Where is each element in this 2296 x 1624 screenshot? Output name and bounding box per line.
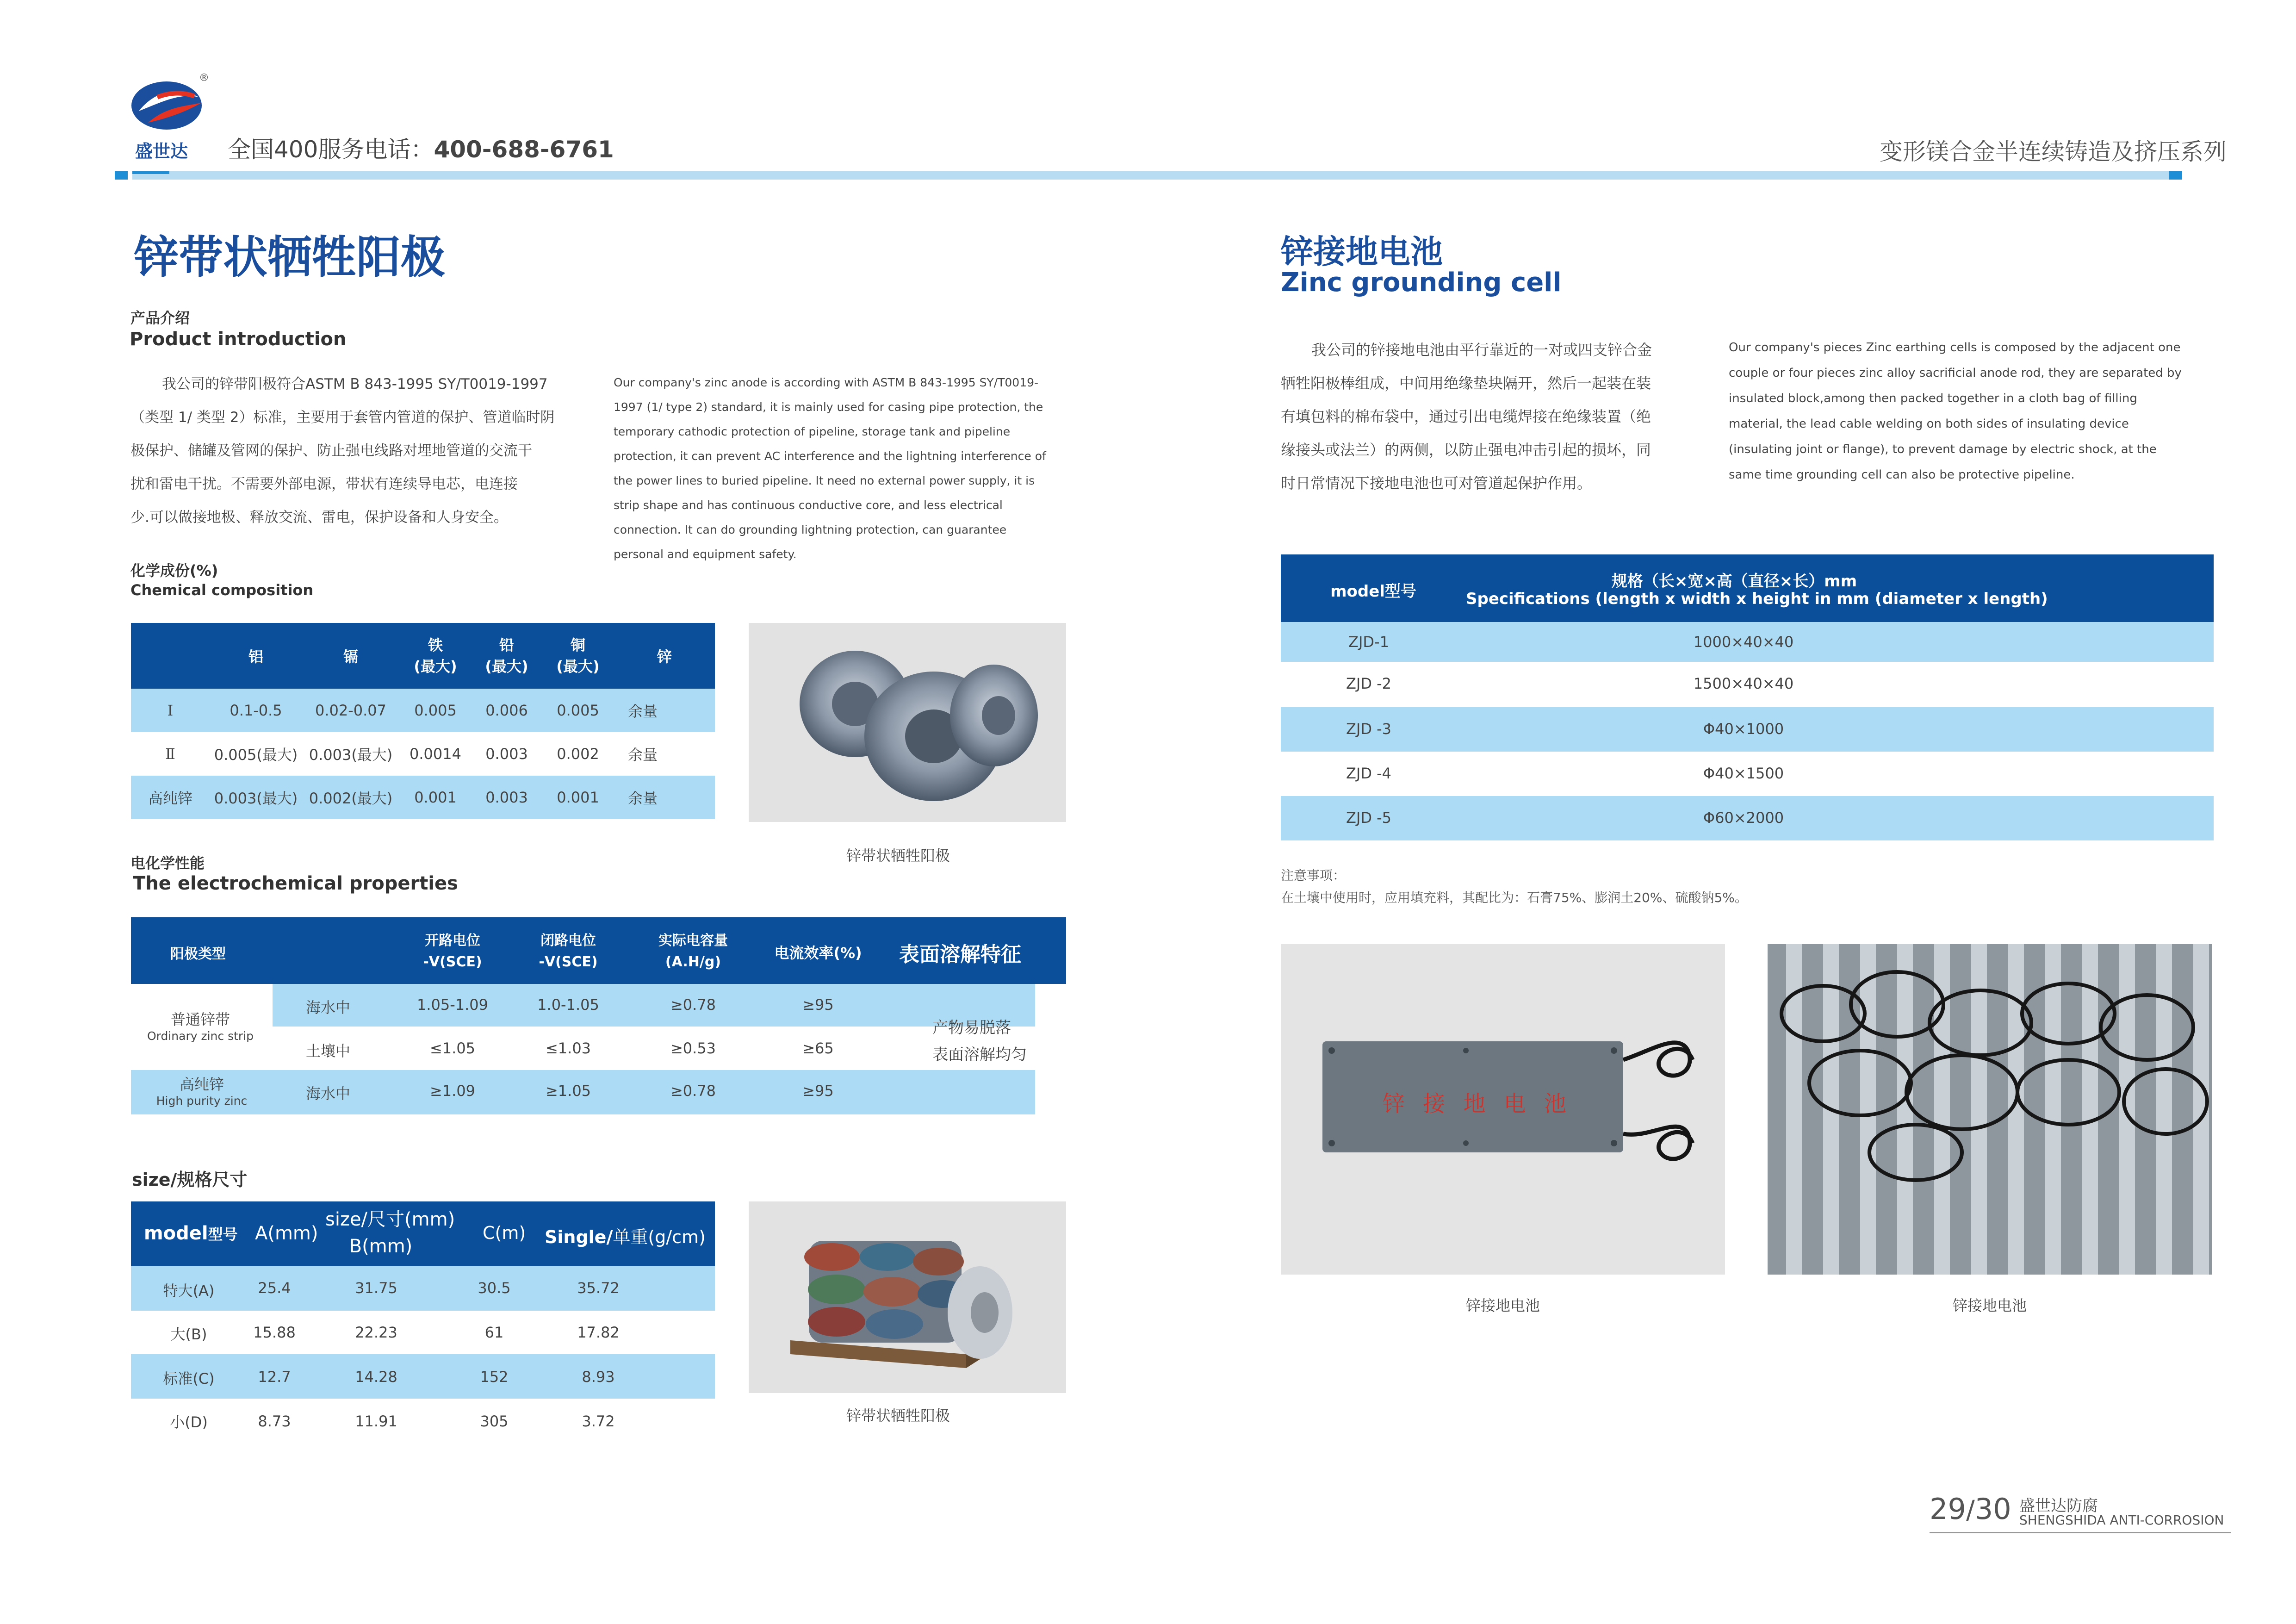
table-cell: Φ40×1500: [1703, 765, 1784, 782]
right-intro-en-line: (insulating joint or flange), to prevent damage by electric shock, at the: [1729, 442, 2157, 456]
series-title: 变形镁合金半连续铸造及挤压系列: [1880, 138, 2227, 165]
table-cell: ≥65: [802, 1039, 834, 1057]
size-header-single-en: Single/: [545, 1227, 613, 1247]
table-row: [273, 1070, 1035, 1114]
table-row: [131, 1399, 715, 1443]
page-numbers: [1930, 1492, 2011, 1526]
table-cell: 0.003: [485, 745, 528, 763]
electro-header: 开路电位 -V(SCE): [423, 933, 482, 970]
size-header-model: [144, 1223, 238, 1244]
table-cell: 0.003(最大): [210, 776, 302, 819]
size-table: [131, 1201, 715, 1451]
electro-feature: [932, 1014, 1027, 1068]
chem-cn-label: 化学成份(%): [130, 562, 218, 579]
hotline-number: 400-688-6761: [434, 136, 614, 163]
table-cell: 0.003(最大): [309, 746, 393, 764]
chem-header: 铁 (最大): [399, 623, 472, 689]
brand-logo: [130, 79, 208, 134]
electro-group2-en: High purity zinc: [156, 1094, 248, 1108]
table-row: [131, 776, 715, 819]
right-intro-cn: [1281, 333, 1688, 500]
page-number-right: 30: [1974, 1492, 2011, 1526]
table-cell: ≥0.78: [670, 996, 716, 1014]
hotline-label: 全国400服务电话：: [228, 136, 434, 163]
table-cell: 14.28: [355, 1368, 397, 1386]
electro-group2: [131, 1073, 273, 1108]
table-cell: 大(B): [170, 1325, 207, 1343]
size-header-size: [325, 1206, 455, 1260]
right-intro-cn-line: 有填包料的棉布袋中，通过引出电缆焊接在绝缘装置（绝: [1281, 408, 1651, 425]
right-intro-en-line: material, the lead cable welding on both sides of insulating device: [1729, 417, 2129, 431]
header-rule-right-accent: [2169, 171, 2182, 180]
zinc-pallet-image-icon: [749, 1201, 1066, 1393]
intro-en-line: connection. It can do grounding lightning protection, can guarantee: [614, 523, 1007, 536]
table-row: [131, 689, 715, 732]
table-cell: 11.91: [355, 1412, 397, 1430]
intro-en-paragraph: [614, 370, 1062, 566]
table-row: [273, 984, 1035, 1027]
size-header-model-cn: 型号: [208, 1226, 238, 1243]
spec-header-bar: [1281, 554, 2214, 622]
size-header-a: A(mm): [255, 1223, 318, 1244]
table-cell: 余量: [614, 689, 715, 732]
electro-en-label: The electrochemical properties: [133, 873, 458, 894]
page-slash: /: [1966, 1495, 1975, 1525]
table-cell: 小(D): [170, 1413, 208, 1431]
table-cell: 0.0014: [410, 745, 461, 763]
table-cell: 余量: [628, 746, 658, 764]
table-cell: 标准(C): [163, 1370, 215, 1388]
table-row: [131, 1266, 715, 1311]
table-row: [131, 1311, 715, 1354]
zinc-pallet-caption: 锌带状牺牲阳极: [846, 1407, 950, 1425]
zinc-pallet-photo: [749, 1201, 1066, 1393]
electro-header: 实际电容量 (A.H/g): [658, 933, 728, 970]
table-row: [131, 1354, 715, 1399]
electro-header: 电流效率(%): [774, 944, 862, 962]
right-intro-en-line: couple or four pieces zinc alloy sacrificial anode rod, they are separated by: [1729, 366, 2182, 380]
table-cell: 0.005: [399, 689, 472, 732]
size-header-bar: [131, 1201, 715, 1266]
registered-mark: ®: [199, 72, 209, 84]
table-cell: Φ60×2000: [1703, 809, 1784, 827]
spec-table: [1281, 554, 2214, 840]
electro-group2-cn: 高纯锌: [179, 1076, 224, 1093]
size-header-size-2: B(mm): [349, 1236, 413, 1257]
table-row: [1281, 707, 2214, 752]
cables-warehouse-caption: 锌接地电池: [1952, 1297, 2027, 1314]
intro-en-line: the power lines to buried pipeline. It need no external power supply, it is: [614, 474, 1035, 487]
table-cell: 0.006: [472, 689, 542, 732]
table-cell: ZJD -2: [1346, 675, 1392, 692]
table-cell: 0.005(最大): [214, 746, 298, 764]
right-intro-en: [1729, 335, 2210, 488]
note-text: 在土壤中使用时，应用填充料，其配比为：石膏75%、膨润土20%、硫酸钠5%。: [1281, 890, 1748, 905]
table-cell: Ⅰ: [131, 689, 210, 732]
intro-cn-label: 产品介绍: [130, 309, 190, 327]
header-rule-left-accent: [115, 171, 128, 180]
electro-header: 阳极类型: [170, 946, 226, 962]
table-cell: 61: [484, 1324, 504, 1341]
electro-header: 闭路电位 -V(SCE): [539, 933, 598, 970]
chem-header: 铝: [210, 623, 302, 689]
table-cell: 3.72: [582, 1412, 615, 1430]
electro-feature-line: 表面溶解均匀: [932, 1045, 1027, 1064]
intro-cn-line: 我公司的锌带阳极符合ASTM B 843-1995 SY/T0019-1997: [162, 376, 548, 392]
intro-cn-paragraph: [130, 367, 579, 534]
table-cell: ≥0.53: [670, 1039, 716, 1057]
chem-header: 铅 (最大): [472, 623, 542, 689]
table-cell: ZJD -5: [1346, 809, 1392, 827]
chem-table: [131, 623, 715, 819]
footer-company-cn: 盛世达防腐: [2019, 1497, 2098, 1515]
table-cell: ZJD-1: [1348, 633, 1389, 651]
table-cell: ≥1.09: [429, 1082, 476, 1100]
chem-en-label: Chemical composition: [130, 581, 314, 599]
table-cell: 31.75: [355, 1279, 397, 1297]
footer-company-en: SHENGSHIDA ANTI-CORROSION: [2019, 1512, 2224, 1528]
table-cell: ≥1.05: [545, 1082, 591, 1100]
brand-name: 盛世达: [135, 141, 188, 162]
electro-group1: [131, 1008, 270, 1043]
chem-header: 铜 (最大): [542, 623, 614, 689]
footer-rule: [1930, 1532, 2231, 1533]
table-cell: 12.7: [258, 1368, 291, 1386]
chem-header: 镉: [302, 623, 399, 689]
table-cell: 22.23: [355, 1324, 397, 1341]
table-cell: ≤1.05: [429, 1039, 476, 1057]
table-row: [131, 732, 715, 776]
table-cell: 海水中: [305, 1085, 350, 1102]
table-cell: 17.82: [577, 1324, 620, 1341]
electro-group1-en: Ordinary zinc strip: [147, 1029, 254, 1043]
size-header-single-cn: 单重(g/cm): [613, 1227, 706, 1247]
grounding-cell-caption: 锌接地电池: [1465, 1297, 1540, 1314]
size-header-c: C(m): [483, 1223, 526, 1243]
spec-header-en: Specifications (length x width x height in mm (diameter x length): [1466, 590, 2048, 608]
table-cell: 0.001: [542, 776, 614, 819]
spec-header-cn: 规格（长×宽×高（直径×长）mm: [1611, 572, 1857, 591]
table-row: [1281, 752, 2214, 796]
table-row: [1281, 796, 2214, 840]
table-cell: 8.93: [582, 1368, 615, 1386]
table-cell: 8.73: [258, 1412, 291, 1430]
right-intro-cn-line: 我公司的锌接地电池由平行靠近的一对或四支锌合金: [1311, 341, 1652, 359]
table-cell: 0.001: [399, 776, 472, 819]
spec-header-model: model型号: [1330, 582, 1416, 601]
size-header-size-1: size/尺寸(mm): [325, 1209, 455, 1230]
table-cell: 0.002: [557, 745, 599, 763]
electro-cn-label: 电化学性能: [130, 854, 205, 872]
table-cell: 35.72: [577, 1279, 620, 1297]
table-cell: 1500×40×40: [1693, 675, 1794, 692]
table-cell: 1.0-1.05: [537, 996, 599, 1014]
right-title-en: Zinc grounding cell: [1281, 268, 1562, 298]
grounding-cell-photo: [1281, 944, 1725, 1275]
right-intro-cn-line: 时日常情况下接地电池也可对管道起保护作用。: [1281, 474, 1592, 492]
intro-cn-line: 少.可以做接地极、释放交流、雷电，保护设备和人身安全。: [130, 509, 508, 526]
table-cell: 0.003: [472, 776, 542, 819]
table-cell: 30.5: [478, 1279, 511, 1297]
zinc-coil-image-icon: [749, 623, 1066, 822]
cables-warehouse-photo: [1768, 944, 2212, 1275]
intro-cn-line: （类型 1/ 类型 2）标准，主要用于套管内管道的保护、管道临时阴: [130, 409, 555, 426]
table-cell: 152: [480, 1368, 509, 1386]
table-cell: 高纯锌: [131, 776, 210, 819]
table-row: [1281, 622, 2214, 662]
electro-table: [131, 917, 1066, 1114]
table-cell: 余量: [614, 776, 715, 819]
table-cell: ≥0.78: [670, 1082, 716, 1100]
electro-feature-line: 产物易脱落: [932, 1019, 1011, 1037]
table-cell: 海水中: [305, 999, 350, 1016]
table-cell: ≥95: [802, 996, 834, 1014]
right-intro-cn-line: 缘接头或法兰）的两侧，以防止强电冲击引起的损坏，同: [1281, 441, 1651, 459]
intro-en-line: temporary cathodic protection of pipeline, storage tank and pipeline: [614, 425, 1011, 438]
intro-en-label: Product introduction: [130, 329, 347, 350]
zinc-coil-photo: [749, 623, 1066, 822]
table-cell: 0.002(最大): [302, 776, 399, 819]
size-header-model-en: model: [144, 1223, 208, 1244]
zinc-coil-caption: 锌带状牺牲阳极: [846, 847, 950, 865]
table-cell: 1.05-1.09: [416, 996, 489, 1014]
table-cell: 特大(A): [163, 1282, 215, 1300]
size-header-single: [545, 1223, 706, 1248]
table-cell: 0.02-0.07: [302, 689, 399, 732]
table-cell: ZJD -4: [1346, 765, 1392, 782]
table-cell: Ⅱ: [165, 745, 175, 763]
logo-emblem-icon: [130, 79, 208, 134]
hotline: [228, 131, 614, 164]
left-title: 锌带状牺牲阳极: [134, 231, 445, 283]
right-intro-en-line: Our company's pieces Zinc earthing cells is composed by the adjacent one: [1729, 341, 2181, 355]
intro-cn-line: 扰和雷电干扰。不需要外部电源，带状有连续导电芯，电连接: [130, 476, 518, 492]
table-cell: 305: [480, 1412, 509, 1430]
right-intro-en-line: insulated block,among then packed together in a cloth bag of filling: [1729, 392, 2137, 405]
table-cell: ≤1.03: [545, 1039, 591, 1057]
right-title-cn: 锌接地电池: [1281, 233, 1443, 271]
table-cell: 0.005: [542, 689, 614, 732]
intro-en-line: strip shape and has continuous conductive core, and less electrical: [614, 498, 1003, 512]
note-title: 注意事项：: [1281, 868, 1346, 883]
page-number-left: 29: [1930, 1492, 1966, 1526]
chem-header: 锌: [614, 623, 715, 689]
electro-group1-cn: 普通锌带: [170, 1011, 230, 1028]
electro-header: 表面溶解特征: [899, 943, 1021, 966]
intro-en-line: personal and equipment safety.: [614, 548, 797, 561]
intro-en-line: Our company's zinc anode is according with ASTM B 843-1995 SY/T0019-: [614, 376, 1039, 389]
table-cell: ≥95: [802, 1082, 834, 1100]
table-cell: ZJD -3: [1346, 720, 1392, 738]
table-cell: 土壤中: [305, 1042, 350, 1060]
intro-cn-line: 极保护、储罐及管网的保护、防止强电线路对埋地管道的交流干: [130, 442, 532, 459]
right-intro-en-line: same time grounding cell can also be protective pipeline.: [1729, 468, 2075, 482]
table-row: [1281, 662, 2214, 707]
size-label: size/规格尺寸: [132, 1170, 248, 1190]
cables-warehouse-image-icon: [1768, 944, 2212, 1275]
intro-en-line: protection, it can prevent AC interference and the lightning interference of: [614, 449, 1046, 463]
right-intro-cn-line: 牺牲阳极棒组成，中间用绝缘垫块隔开，然后一起装在装: [1281, 374, 1651, 392]
table-cell: 1000×40×40: [1693, 633, 1794, 651]
header-rule: [132, 171, 2169, 180]
header-rule-mid-accent: [132, 171, 169, 174]
table-cell: 25.4: [258, 1279, 291, 1297]
chem-header: [131, 623, 210, 689]
intro-en-line: 1997 (1/ type 2) standard, it is mainly used for casing pipe protection, the: [614, 400, 1043, 414]
table-cell: Φ40×1000: [1703, 720, 1784, 738]
table-row: [273, 1027, 1035, 1070]
table-cell: 15.88: [253, 1324, 296, 1341]
grounding-cell-label: 锌 接 地 电 池: [1383, 1091, 1572, 1117]
table-cell: 0.1-0.5: [210, 689, 302, 732]
